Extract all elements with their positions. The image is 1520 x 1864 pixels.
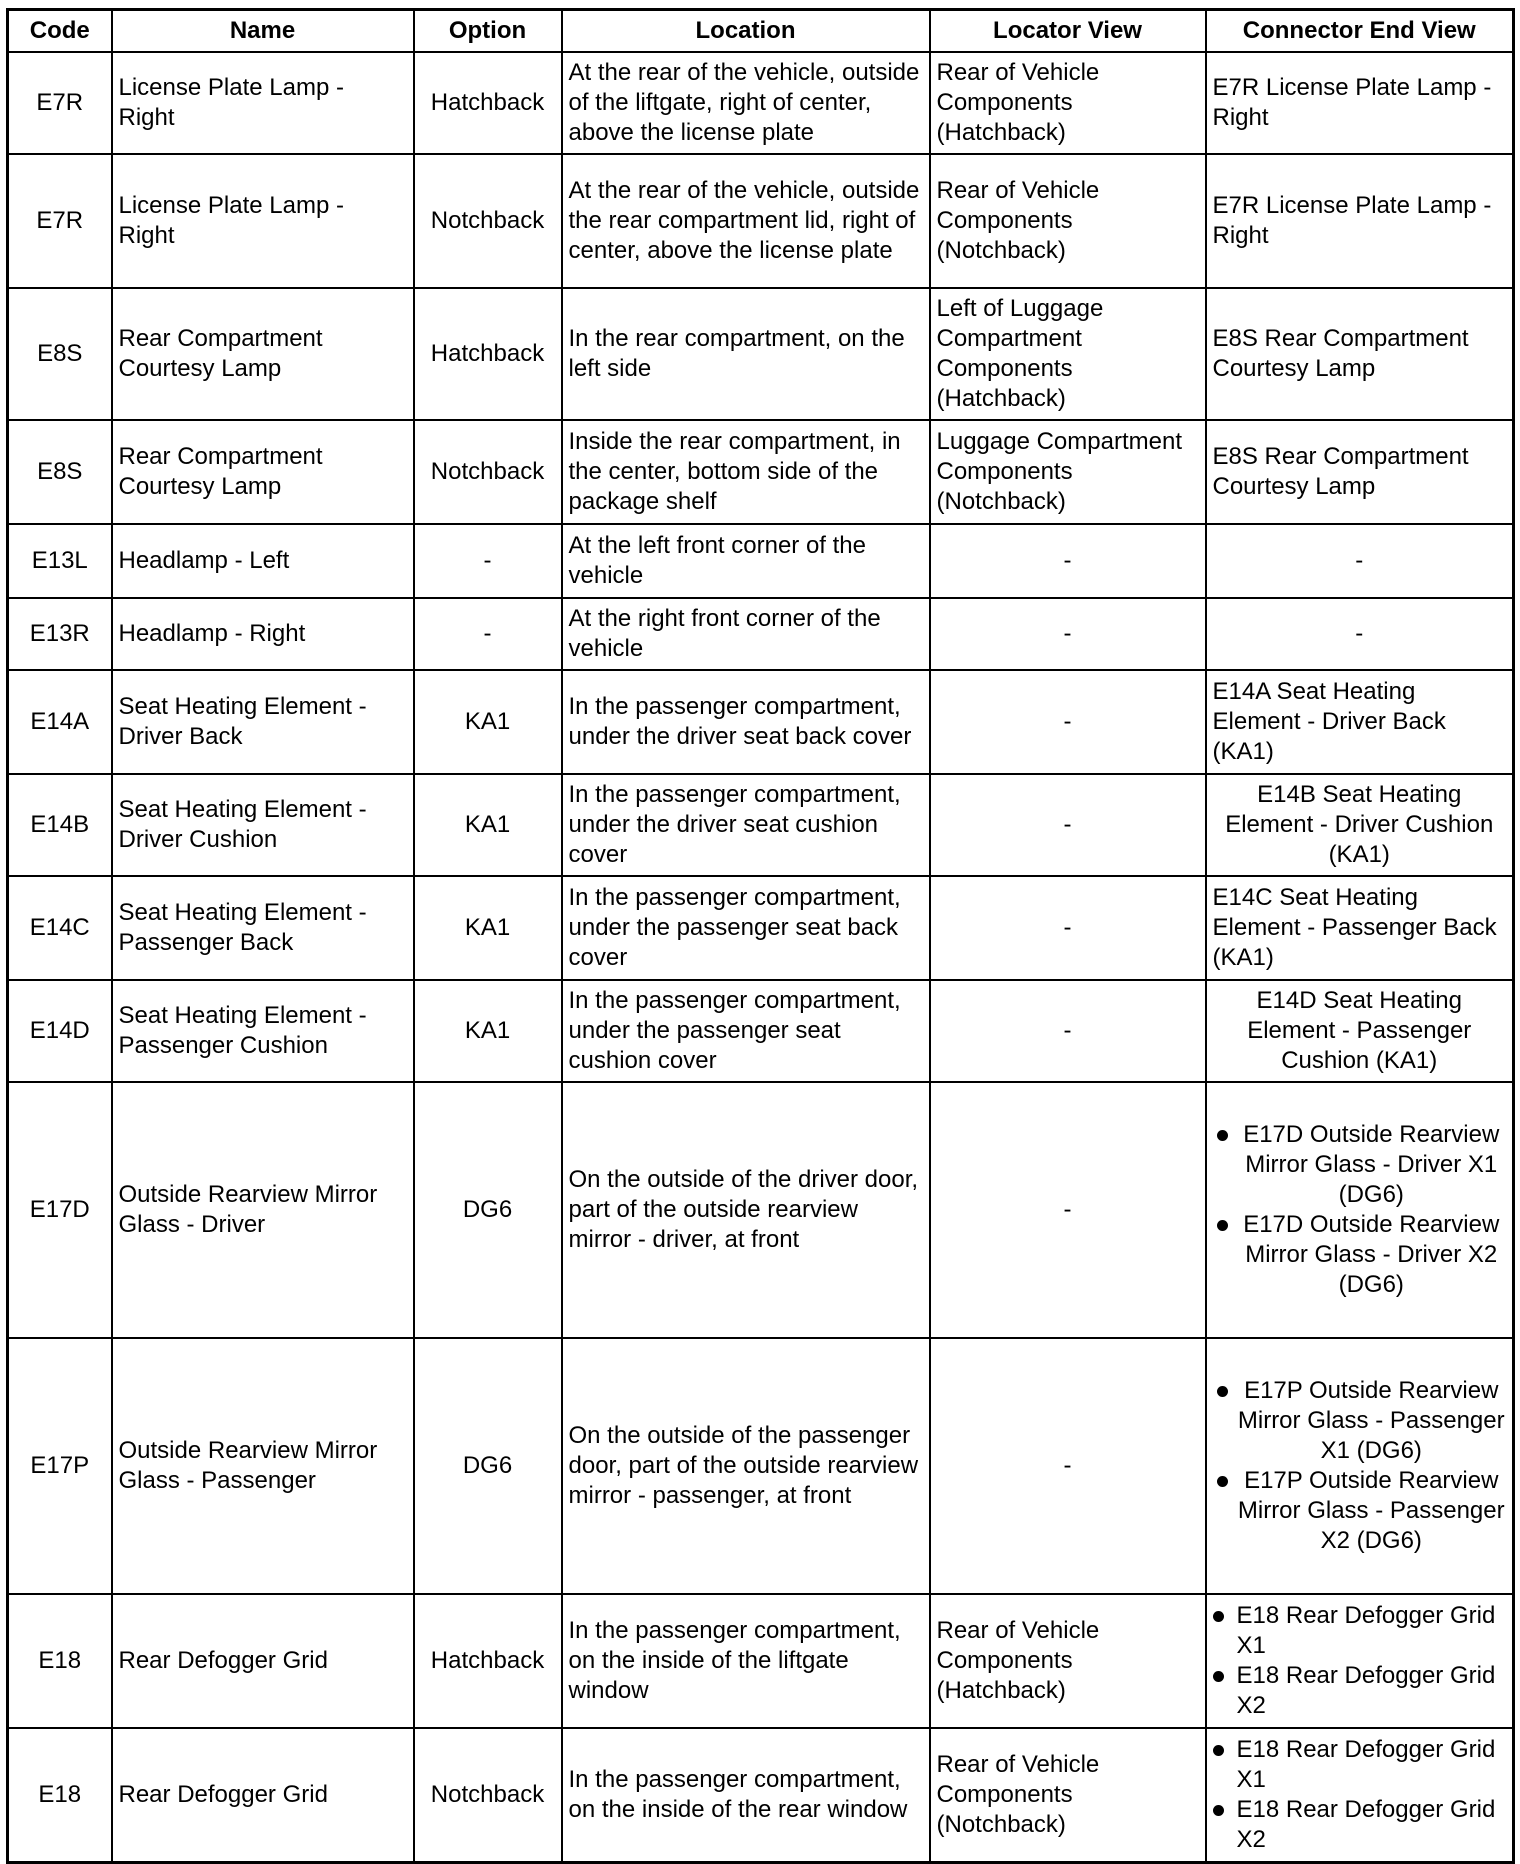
- location-cell: In the passenger compartment, on the inside of the liftgate window: [562, 1594, 930, 1728]
- table-row: [8, 288, 1514, 420]
- connector-end-view-cell: [1206, 1082, 1514, 1338]
- name-cell: Rear Compartment Courtesy Lamp: [112, 288, 414, 420]
- connector-end-view-cell: E14B Seat Heating Element - Driver Cushion (KA1): [1206, 774, 1514, 876]
- code-cell: E8S: [8, 288, 112, 420]
- option-cell: Notchback: [414, 1728, 562, 1862]
- locator-view-cell: Rear of Vehicle Components (Hatchback): [930, 52, 1206, 154]
- connector-end-view-cell: [1206, 1594, 1514, 1728]
- connector-end-view-cell: E14C Seat Heating Element - Passenger Back (KA1): [1206, 876, 1514, 980]
- locator-view-cell: -: [930, 598, 1206, 670]
- locator-view-cell: Rear of Vehicle Components (Notchback): [930, 1728, 1206, 1862]
- option-cell: -: [414, 598, 562, 670]
- code-cell: E18: [8, 1594, 112, 1728]
- location-cell: At the rear of the vehicle, outside of the liftgate, right of center, above the license plate: [562, 52, 930, 154]
- connector-end-view-cell: [1206, 1338, 1514, 1594]
- option-cell: KA1: [414, 774, 562, 876]
- table-row: [8, 598, 1514, 670]
- connector-end-view-cell: E7R License Plate Lamp - Right: [1206, 154, 1514, 288]
- locator-view-cell: -: [930, 876, 1206, 980]
- name-cell: Outside Rearview Mirror Glass - Driver: [112, 1082, 414, 1338]
- code-cell: E17P: [8, 1338, 112, 1594]
- locator-view-cell: -: [930, 524, 1206, 598]
- component-locator-table: [6, 8, 1515, 1864]
- name-cell: Headlamp - Right: [112, 598, 414, 670]
- connector-end-view-cell: E14A Seat Heating Element - Driver Back (KA1): [1206, 670, 1514, 774]
- option-cell: Hatchback: [414, 1594, 562, 1728]
- list-item: E17D Outside Rearview Mirror Glass - Driver X2 (DG6): [1213, 1210, 1507, 1300]
- name-cell: License Plate Lamp - Right: [112, 52, 414, 154]
- location-cell: In the passenger compartment, under the passenger seat cushion cover: [562, 980, 930, 1082]
- connector-list: [1213, 1601, 1507, 1721]
- connector-list: [1213, 1376, 1507, 1556]
- name-cell: Rear Defogger Grid: [112, 1728, 414, 1862]
- header-connector-end-view: Connector End View: [1206, 10, 1514, 53]
- option-cell: Hatchback: [414, 288, 562, 420]
- header-row: [8, 10, 1514, 53]
- code-cell: E14A: [8, 670, 112, 774]
- code-cell: E13L: [8, 524, 112, 598]
- header-locator-view: Locator View: [930, 10, 1206, 53]
- location-cell: In the passenger compartment, under the driver seat back cover: [562, 670, 930, 774]
- locator-view-cell: Luggage Compartment Components (Notchback): [930, 420, 1206, 524]
- location-cell: In the passenger compartment, on the inside of the rear window: [562, 1728, 930, 1862]
- list-item: E18 Rear Defogger Grid X2: [1213, 1795, 1507, 1855]
- connector-end-view-cell: -: [1206, 598, 1514, 670]
- code-cell: E7R: [8, 52, 112, 154]
- option-cell: Notchback: [414, 154, 562, 288]
- name-cell: Outside Rearview Mirror Glass - Passenger: [112, 1338, 414, 1594]
- locator-view-cell: -: [930, 774, 1206, 876]
- location-cell: At the right front corner of the vehicle: [562, 598, 930, 670]
- list-item: E17P Outside Rearview Mirror Glass - Passenger X1 (DG6): [1213, 1376, 1507, 1466]
- option-cell: KA1: [414, 980, 562, 1082]
- code-cell: E18: [8, 1728, 112, 1862]
- name-cell: Headlamp - Left: [112, 524, 414, 598]
- name-cell: Rear Defogger Grid: [112, 1594, 414, 1728]
- option-cell: -: [414, 524, 562, 598]
- location-cell: On the outside of the driver door, part of the outside rearview mirror - driver, at front: [562, 1082, 930, 1338]
- list-item: E18 Rear Defogger Grid X1: [1213, 1735, 1507, 1795]
- name-cell: Seat Heating Element - Passenger Cushion: [112, 980, 414, 1082]
- list-item: E18 Rear Defogger Grid X2: [1213, 1661, 1507, 1721]
- table-row: [8, 670, 1514, 774]
- option-cell: DG6: [414, 1338, 562, 1594]
- name-cell: Seat Heating Element - Driver Back: [112, 670, 414, 774]
- option-cell: KA1: [414, 670, 562, 774]
- table-row: [8, 980, 1514, 1082]
- list-item: E18 Rear Defogger Grid X1: [1213, 1601, 1507, 1661]
- option-cell: DG6: [414, 1082, 562, 1338]
- connector-end-view-cell: [1206, 1728, 1514, 1862]
- table-row: [8, 1338, 1514, 1594]
- code-cell: E13R: [8, 598, 112, 670]
- locator-view-cell: -: [930, 980, 1206, 1082]
- table-row: [8, 524, 1514, 598]
- table-row: [8, 52, 1514, 154]
- option-cell: KA1: [414, 876, 562, 980]
- connector-end-view-cell: E14D Seat Heating Element - Passenger Cushion (KA1): [1206, 980, 1514, 1082]
- locator-view-cell: -: [930, 1338, 1206, 1594]
- location-cell: At the rear of the vehicle, outside the rear compartment lid, right of center, above the license plate: [562, 154, 930, 288]
- table-row: [8, 1594, 1514, 1728]
- location-cell: Inside the rear compartment, in the center, bottom side of the package shelf: [562, 420, 930, 524]
- table-row: [8, 1082, 1514, 1338]
- table-row: [8, 876, 1514, 980]
- location-cell: In the passenger compartment, under the passenger seat back cover: [562, 876, 930, 980]
- locator-view-cell: Rear of Vehicle Components (Hatchback): [930, 1594, 1206, 1728]
- location-cell: In the passenger compartment, under the driver seat cushion cover: [562, 774, 930, 876]
- locator-view-cell: Left of Luggage Compartment Components (Hatchback): [930, 288, 1206, 420]
- list-item: E17P Outside Rearview Mirror Glass - Passenger X2 (DG6): [1213, 1466, 1507, 1556]
- connector-end-view-cell: E7R License Plate Lamp - Right: [1206, 52, 1514, 154]
- locator-view-cell: -: [930, 670, 1206, 774]
- header-name: Name: [112, 10, 414, 53]
- table-row: [8, 1728, 1514, 1862]
- header-option: Option: [414, 10, 562, 53]
- option-cell: Notchback: [414, 420, 562, 524]
- locator-view-cell: -: [930, 1082, 1206, 1338]
- location-cell: At the left front corner of the vehicle: [562, 524, 930, 598]
- header-location: Location: [562, 10, 930, 53]
- name-cell: Seat Heating Element - Driver Cushion: [112, 774, 414, 876]
- header-code: Code: [8, 10, 112, 53]
- location-cell: On the outside of the passenger door, part of the outside rearview mirror - passenger, at front: [562, 1338, 930, 1594]
- locator-view-cell: Rear of Vehicle Components (Notchback): [930, 154, 1206, 288]
- connector-list: [1213, 1735, 1507, 1855]
- table-row: [8, 420, 1514, 524]
- code-cell: E14B: [8, 774, 112, 876]
- location-cell: In the rear compartment, on the left side: [562, 288, 930, 420]
- connector-end-view-cell: E8S Rear Compartment Courtesy Lamp: [1206, 288, 1514, 420]
- code-cell: E7R: [8, 154, 112, 288]
- code-cell: E14C: [8, 876, 112, 980]
- name-cell: License Plate Lamp - Right: [112, 154, 414, 288]
- name-cell: Seat Heating Element - Passenger Back: [112, 876, 414, 980]
- connector-end-view-cell: E8S Rear Compartment Courtesy Lamp: [1206, 420, 1514, 524]
- code-cell: E17D: [8, 1082, 112, 1338]
- code-cell: E14D: [8, 980, 112, 1082]
- option-cell: Hatchback: [414, 52, 562, 154]
- name-cell: Rear Compartment Courtesy Lamp: [112, 420, 414, 524]
- connector-end-view-cell: -: [1206, 524, 1514, 598]
- connector-list: [1213, 1120, 1507, 1300]
- code-cell: E8S: [8, 420, 112, 524]
- list-item: E17D Outside Rearview Mirror Glass - Driver X1 (DG6): [1213, 1120, 1507, 1210]
- table-row: [8, 154, 1514, 288]
- table-row: [8, 774, 1514, 876]
